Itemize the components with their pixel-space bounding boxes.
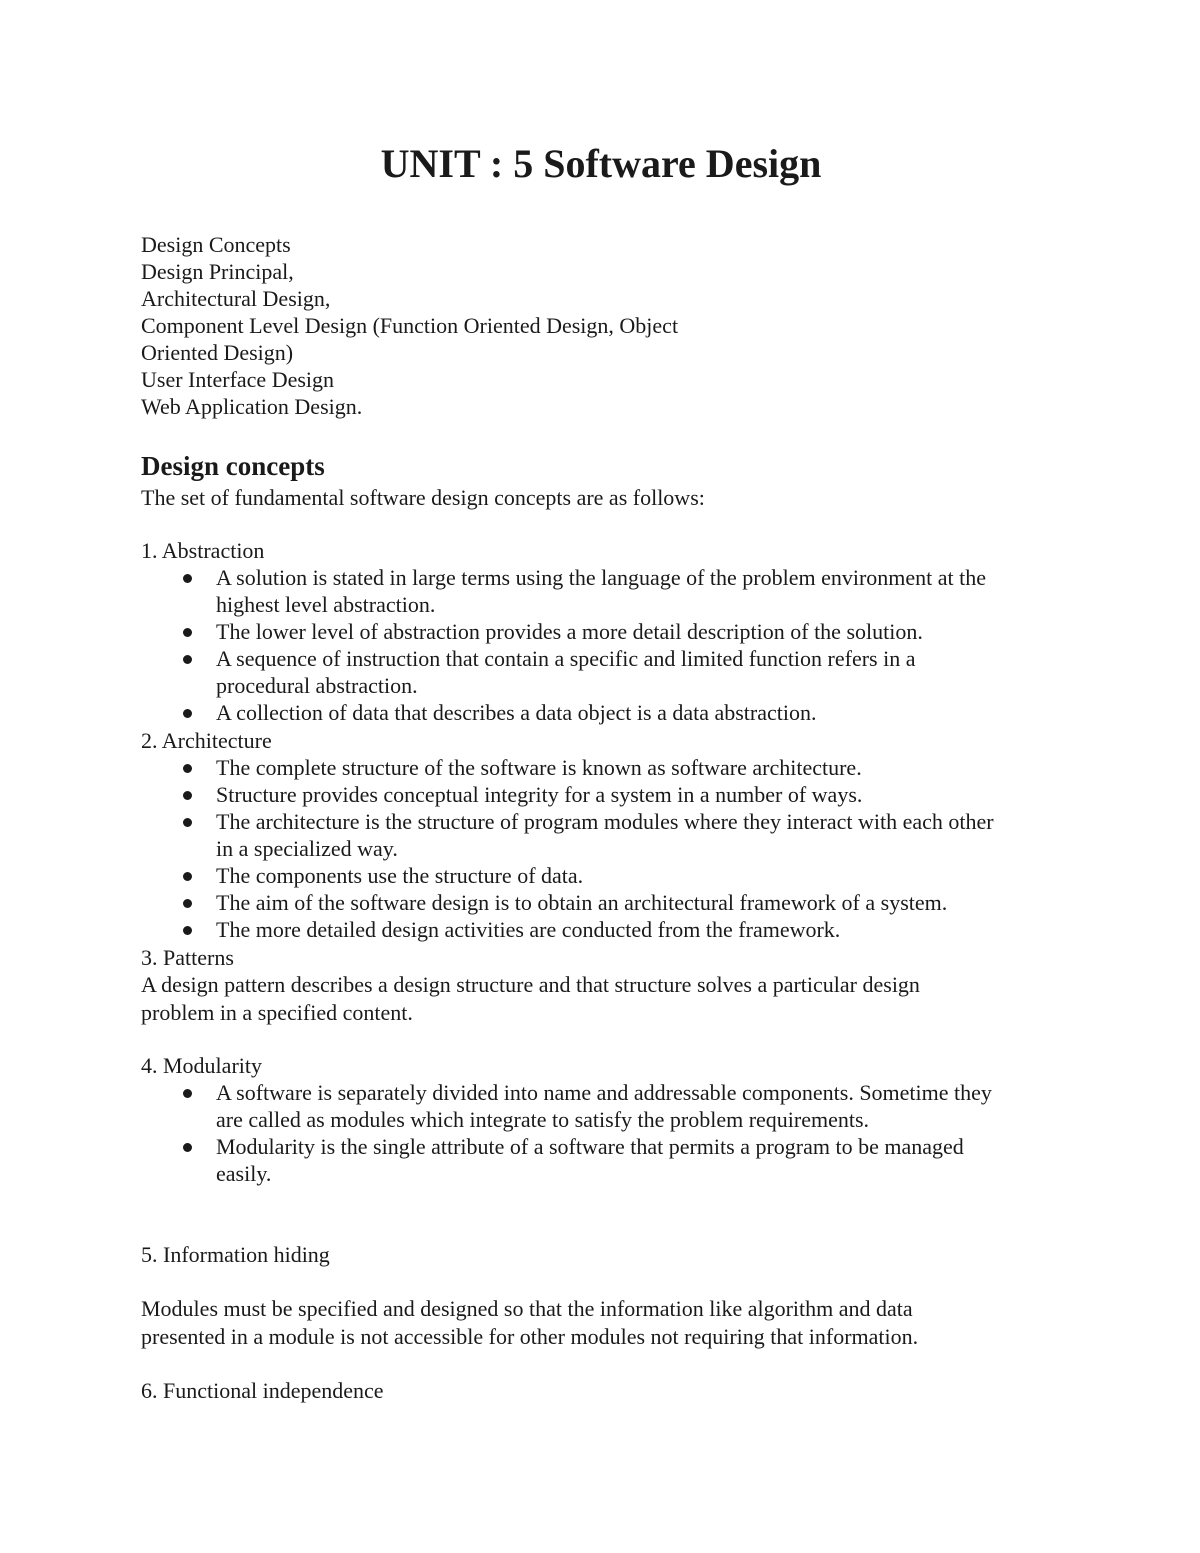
bullet-icon bbox=[183, 1089, 192, 1098]
bullet-icon bbox=[183, 818, 192, 827]
bullet-line: procedural abstraction. bbox=[216, 673, 418, 698]
bullet-icon bbox=[183, 926, 192, 935]
bullet-line: The lower level of abstraction provides a more detail description of the solution. bbox=[216, 619, 923, 644]
modularity-bullets bbox=[141, 1079, 992, 1187]
abstraction-section bbox=[141, 537, 986, 726]
architecture-section bbox=[141, 727, 994, 943]
bullet-line: The more detailed design activities are conducted from the framework. bbox=[216, 917, 841, 942]
bullet-icon bbox=[183, 628, 192, 637]
bullet-line: A sequence of instruction that contain a specific and limited function refers in a bbox=[216, 646, 916, 671]
bullet-item bbox=[141, 618, 986, 645]
bullet-item bbox=[141, 916, 994, 943]
bullet-item bbox=[141, 808, 994, 862]
bullet-icon bbox=[183, 764, 192, 773]
bullet-line: highest level abstraction. bbox=[216, 592, 436, 617]
modularity-section bbox=[141, 1052, 992, 1187]
section-heading: Design concepts bbox=[141, 451, 325, 481]
bullet-item bbox=[141, 781, 994, 808]
abstraction-bullets bbox=[141, 564, 986, 726]
page-title: UNIT : 5 Software Design bbox=[380, 141, 822, 186]
information-hiding-text: Modules must be specified and designed so that the information like algorithm and data bbox=[141, 1296, 913, 1321]
bullet-line: A collection of data that describes a data object is a data abstraction. bbox=[216, 700, 817, 725]
bullet-line: The components use the structure of data. bbox=[216, 863, 584, 888]
bullet-line: The aim of the software design is to obtain an architectural framework of a system. bbox=[216, 890, 948, 915]
bullet-line: easily. bbox=[216, 1161, 272, 1186]
topic-item: Architectural Design, bbox=[141, 286, 331, 311]
bullet-item bbox=[141, 1079, 992, 1133]
abstraction-heading: 1. Abstraction bbox=[141, 538, 265, 563]
patterns-text: A design pattern describes a design structure and that structure solves a particular design bbox=[141, 972, 920, 997]
topic-item: Oriented Design) bbox=[141, 340, 294, 365]
bullet-line: Modularity is the single attribute of a software that permits a program to be managed bbox=[216, 1134, 964, 1159]
bullet-line: in a specialized way. bbox=[216, 836, 398, 861]
bullet-item bbox=[141, 699, 986, 726]
architecture-heading: 2. Architecture bbox=[141, 728, 272, 753]
modularity-heading: 4. Modularity bbox=[141, 1053, 262, 1078]
bullet-line: The complete structure of the software is known as software architecture. bbox=[216, 755, 862, 780]
information-hiding-text: presented in a module is not accessible for other modules not requiring that information. bbox=[141, 1324, 919, 1349]
bullet-item bbox=[141, 564, 986, 618]
information-hiding-heading: 5. Information hiding bbox=[141, 1242, 330, 1267]
bullet-line: A solution is stated in large terms using the language of the problem environment at the bbox=[216, 565, 987, 590]
topic-item: Design Principal, bbox=[141, 259, 294, 284]
bullet-icon bbox=[183, 872, 192, 881]
information-hiding-body bbox=[141, 1295, 918, 1351]
bullet-icon bbox=[183, 899, 192, 908]
bullet-line: Structure provides conceptual integrity for a system in a number of ways. bbox=[216, 782, 863, 807]
architecture-bullets bbox=[141, 754, 994, 943]
bullet-icon bbox=[183, 574, 192, 583]
bullet-item bbox=[141, 862, 994, 889]
section-intro: The set of fundamental software design concepts are as follows: bbox=[141, 485, 705, 510]
bullet-item bbox=[141, 889, 994, 916]
bullet-line: The architecture is the structure of program modules where they interact with each other bbox=[216, 809, 994, 834]
topic-item: Web Application Design. bbox=[141, 394, 363, 419]
topic-item: User Interface Design bbox=[141, 367, 335, 392]
bullet-icon bbox=[183, 709, 192, 718]
topic-item: Component Level Design (Function Oriented Design, Object bbox=[141, 313, 679, 338]
bullet-item bbox=[141, 645, 986, 699]
topic-item: Design Concepts bbox=[141, 232, 291, 257]
bullet-icon bbox=[183, 1143, 192, 1152]
bullet-line: A software is separately divided into name and addressable components. Sometime they bbox=[216, 1080, 992, 1105]
patterns-text: problem in a specified content. bbox=[141, 1000, 413, 1025]
patterns-section bbox=[141, 944, 920, 1027]
bullet-item bbox=[141, 754, 994, 781]
topics-list bbox=[141, 231, 678, 420]
patterns-heading: 3. Patterns bbox=[141, 945, 234, 970]
bullet-item bbox=[141, 1133, 992, 1187]
functional-independence-heading: 6. Functional independence bbox=[141, 1378, 384, 1403]
bullet-icon bbox=[183, 791, 192, 800]
bullet-line: are called as modules which integrate to satisfy the problem requirements. bbox=[216, 1107, 870, 1132]
bullet-icon bbox=[183, 655, 192, 664]
